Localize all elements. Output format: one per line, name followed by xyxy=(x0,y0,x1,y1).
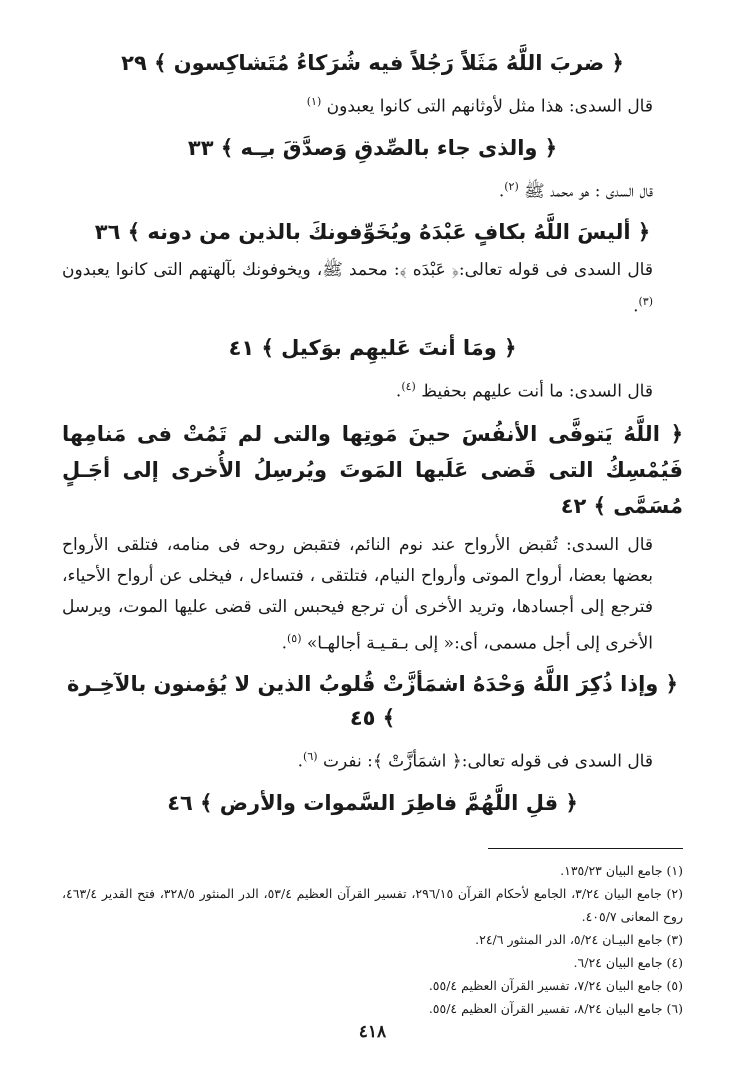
commentary-tail: . xyxy=(281,633,287,654)
verse-29: ﴿ ضربَ اللَّهُ مَثَلاً رَجُلاً فيه شُرَكاءُ مُتَشاكِسون ﴾ ٢٩ xyxy=(121,51,624,75)
verse-33: ﴿ والذى جاء بالصِّدقِ وَصدَّقَ بـِـه ﴾ ٣٣ xyxy=(187,135,558,160)
footnote-ref[interactable]: (٥) xyxy=(286,631,302,645)
verse-45: ﴿ وإذا ذُكِرَ اللَّهُ وَحْدَهُ اشمَأزَّتْ قُلوبُ الذين لا يُؤمنون بالآخِـرة ﴾ ٤٥ xyxy=(67,672,678,731)
footnote-6: (٦) جامع البيان ٨/٢٤، تفسير القرآن العظيم ٥٥/٤. xyxy=(428,1000,683,1016)
footnote-ref[interactable]: (٢) xyxy=(504,179,519,193)
verse-42: ﴿ اللَّهُ يَتوفَّى الأنفُسَ حينَ مَوتِها والتى لم تَمُتْ فى مَنامِها فَيُمْسِكُ التى قَضى عَلَيها المَوتَ ويُرسِلُ الأُخرى إلى أجَـلٍ مُسَمَّى ﴾ ٤٢ xyxy=(62,421,683,518)
commentary-42 xyxy=(62,530,683,660)
footnote-ref[interactable]: (٦) xyxy=(303,750,318,764)
commentary-text: قال السدى : هو محمد ﷺ xyxy=(524,181,653,202)
verse-36: ﴿ أليسَ اللَّهُ بكافٍ عَبْدَهُ ويُخَوِّفونكَ بالذين من دونه ﴾ ٣٦ xyxy=(94,220,651,245)
commentary-tail: . xyxy=(498,181,505,202)
footnote-1: (١) جامع البيان ١٣٥/٢٣. xyxy=(560,862,683,878)
footnote-divider xyxy=(488,848,683,849)
commentary-text: قال السدى: هذا مثل لأوثانهم التى كانوا يعبدون xyxy=(326,96,653,117)
commentary-text: قال السدى: تُقبض الأرواح عند نوم النائم، فتقبض روحه فى منامه، فتلقى الأرواح بعضها بعضا، أرواح الموتى وأرواح النيام، فتلتقى ، فتساءل ، فيخلى عن أرواح الأحياء، فترجع إلى أجسادها، وتريد الأخرى أن ترجع فيحبس التى قضى عليها الموت، ويرسل الأخرى إلى أجل مسمى، أى:« إلى بـقـيـة أجالهـا» xyxy=(62,534,653,654)
footnote-ref[interactable]: (١) xyxy=(306,95,322,108)
commentary-text: قال السدى فى قوله تعالى:﴿ عَبْدَه ﴾: محمد ﷺ، ويخوفونك بآلهتهم التى كانوا يعبدون xyxy=(62,260,653,281)
footnote-2: (٢) جامع البيان ٣/٢٤، الجامع لأحكام القرآن ٢٩٦/١٥، تفسير القرآن العظيم ٥٣/٤، الدر المنثور ٣٢٨/٥، فتح القدير ٤٦٣/٤، روح المعانى ٤٠٥/٧. xyxy=(62,885,683,924)
commentary-tail: . xyxy=(395,381,402,402)
commentary-41 xyxy=(62,371,683,408)
footnote-3: (٣) جامع البيـان ٥/٢٤، الدر المنثور ٢٤/٦. xyxy=(475,931,683,947)
footnote-ref[interactable]: (٤) xyxy=(401,379,416,393)
page-number: ٤١٨ xyxy=(358,1022,387,1042)
commentary-45 xyxy=(62,741,683,778)
footnote-ref[interactable]: (٣) xyxy=(638,295,653,309)
footnotes xyxy=(62,859,683,1020)
commentary-33 xyxy=(62,171,683,208)
commentary-text: قال السدى فى قوله تعالى:﴿ اشمَأزَّتْ ﴾: نفرت xyxy=(322,751,653,772)
footnote-4: (٤) جامع البيان ٦/٢٤. xyxy=(573,954,683,970)
footnote-5: (٥) جامع البيان ٧/٢٤، تفسير القرآن العظيم ٥٥/٤. xyxy=(428,977,683,993)
commentary-29 xyxy=(62,86,683,123)
commentary-tail: . xyxy=(297,751,304,772)
verse-46: ﴿ قلِ اللَّهُمَّ فاطِرَ السَّموات والأرض ﴾ ٤٦ xyxy=(167,790,578,815)
commentary-36 xyxy=(62,255,683,323)
verse-41: ﴿ ومَا أنتَ عَليهِم بوَكيل ﴾ ٤١ xyxy=(228,335,517,360)
commentary-tail: . xyxy=(633,296,639,317)
commentary-text: قال السدى: ما أنت عليهم بحفيظ xyxy=(421,381,653,402)
main-text xyxy=(62,46,683,820)
